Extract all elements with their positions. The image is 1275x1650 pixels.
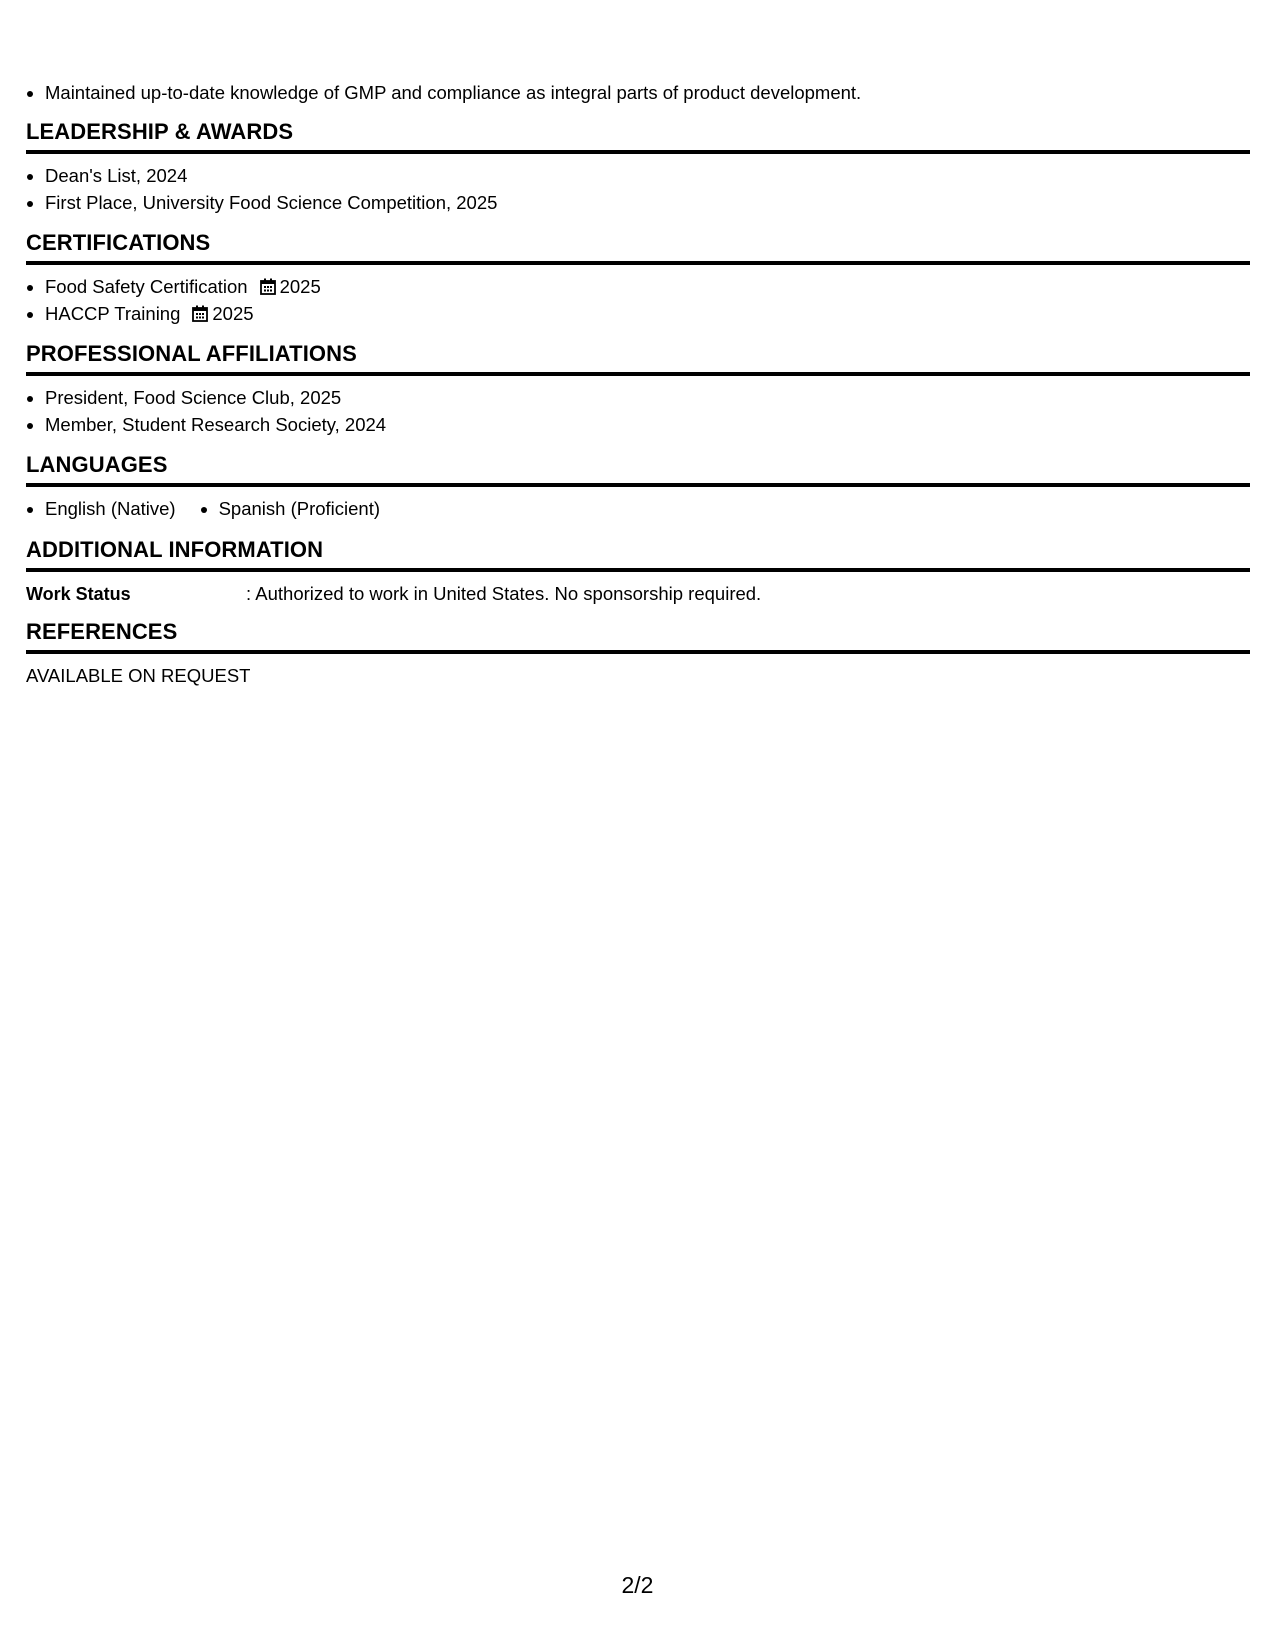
calendar-icon [192, 305, 208, 322]
work-status-label: Work Status [26, 584, 131, 604]
section-title: LEADERSHIP & AWARDS [26, 119, 294, 144]
list-item: Member, Student Research Society, 2024 [26, 412, 1250, 439]
affiliations-list [26, 385, 1250, 438]
list-item: English (Native) [26, 496, 176, 523]
leadership-list [26, 163, 1250, 216]
page-number: 2/2 [621, 1572, 654, 1598]
languages-list [26, 496, 1250, 523]
section-divider [26, 372, 1250, 376]
list-item [26, 274, 1250, 301]
certification-year: 2025 [279, 276, 321, 297]
certifications-list [26, 274, 1250, 327]
section-title: ADDITIONAL INFORMATION [26, 537, 324, 562]
work-status-value: : Authorized to work in United States. No sponsorship required. [246, 583, 762, 604]
additional-info-section [26, 536, 1250, 607]
section-divider [26, 150, 1250, 154]
certifications-section [26, 229, 1250, 327]
languages-section [26, 451, 1250, 523]
leadership-section [26, 118, 1250, 216]
section-title: LANGUAGES [26, 452, 168, 477]
work-status-row [26, 581, 1250, 607]
certification-name: HACCP Training [45, 302, 181, 324]
certification-name: Food Safety Certification [45, 276, 248, 297]
affiliations-section [26, 340, 1250, 438]
section-divider [26, 650, 1250, 654]
section-divider [26, 483, 1250, 487]
section-title: PROFESSIONAL AFFILIATIONS [26, 341, 357, 366]
certification-year: 2025 [212, 302, 254, 324]
references-text: AVAILABLE ON REQUEST [26, 665, 251, 686]
calendar-icon [260, 278, 276, 295]
list-item: Spanish (Proficient) [200, 496, 380, 523]
section-title: CERTIFICATIONS [26, 230, 211, 255]
section-divider [26, 568, 1250, 572]
list-item: President, Food Science Club, 2025 [26, 385, 1250, 412]
list-item: Dean's List, 2024 [26, 163, 1250, 190]
experience-bullet-list [26, 80, 861, 107]
section-divider [26, 261, 1250, 265]
references-section [26, 618, 1250, 689]
list-item [26, 301, 1250, 328]
list-item: Maintained up-to-date knowledge of GMP and compliance as integral parts of product development. [26, 80, 861, 107]
section-title: REFERENCES [26, 619, 178, 644]
list-item: First Place, University Food Science Competition, 2025 [26, 190, 1250, 217]
